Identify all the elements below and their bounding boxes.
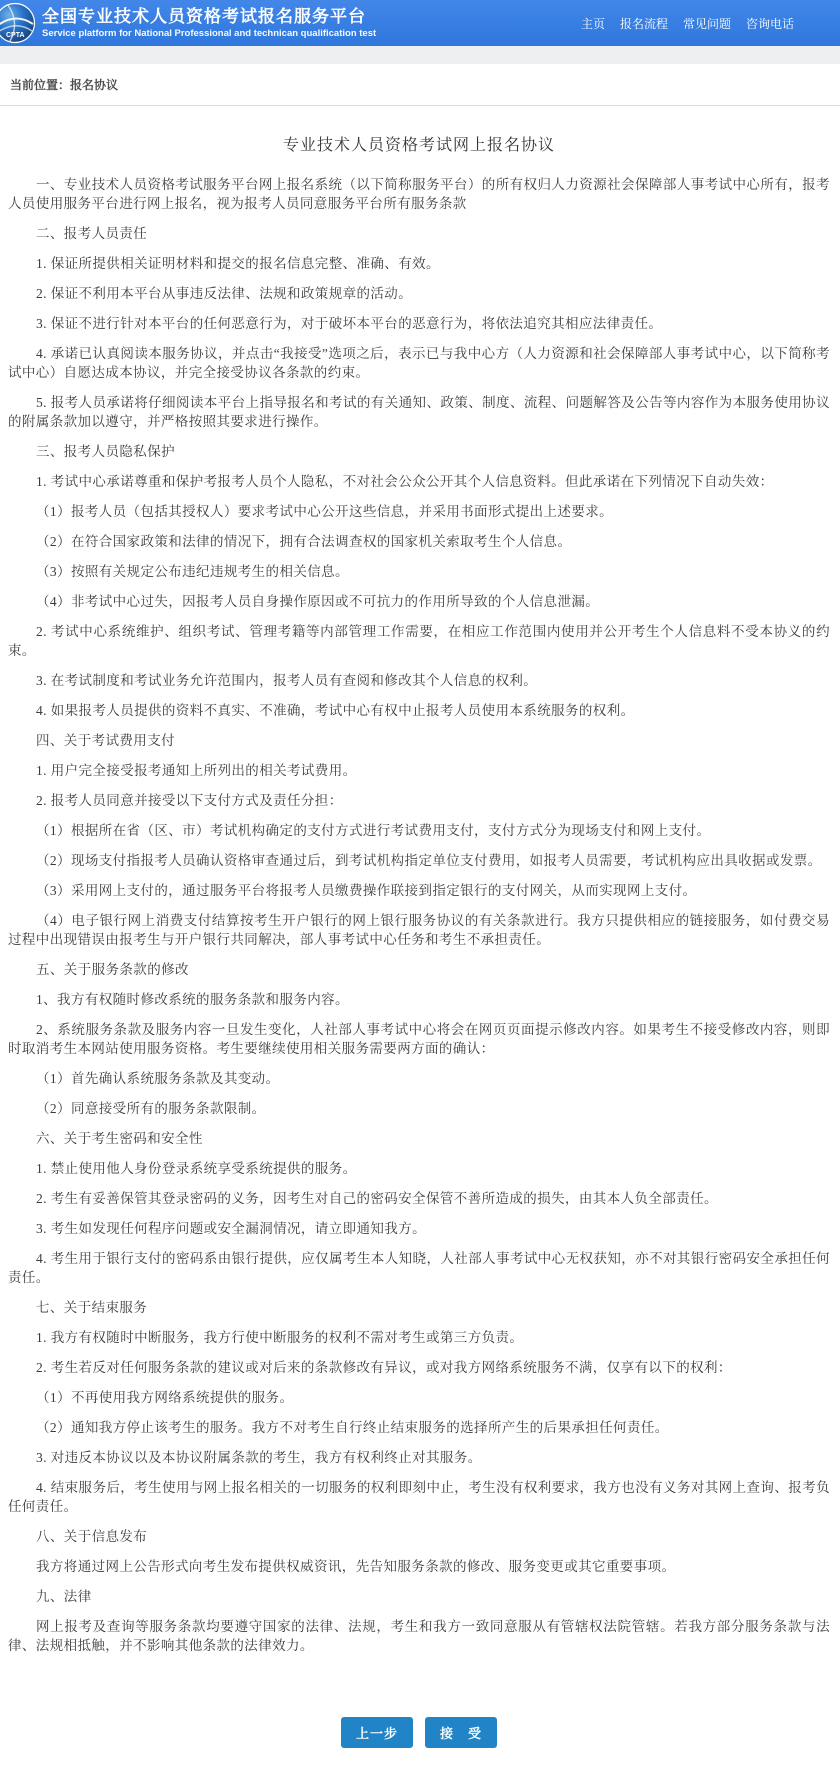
agreement-paragraph: 2. 考生若反对任何服务条款的建议或对后来的条款修改有异议，或对我方网络系统服务不满，仅享有以下的权利： [36, 1360, 732, 1375]
previous-step-button[interactable]: 上一步 [341, 1717, 413, 1748]
agreement-paragraph: 网上报考及查询等服务条款均要遵守国家的法律、法规，考生和我方一致同意服从有管辖权法院管辖。若我方部分服务条款与法律、法规相抵触，并不影响其他条款的法律效力。 [8, 1619, 830, 1653]
svg-text:CPTA: CPTA [6, 32, 25, 39]
agreement-paragraph: 3. 在考试制度和考试业务允许范围内，报考人员有查阅和修改其个人信息的权利。 [36, 673, 538, 688]
accept-button[interactable]: 接 受 [425, 1717, 497, 1748]
agreement-paragraph: 2、系统服务条款及服务内容一旦发生变化，人社部人事考试中心将会在网页页面提示修改内容。如果考生不接受修改内容，则即时取消考生本网站使用服务资格。考生要继续使用相关服务需要两方面的确认： [8, 1022, 830, 1056]
agreement-paragraph: （2）在符合国家政策和法律的情况下，拥有合法调查权的国家机关索取考生个人信息。 [36, 534, 572, 549]
agreement-paragraph: 七、关于结束服务 [36, 1300, 148, 1315]
agreement-paragraph: 二、报考人员责任 [36, 226, 148, 241]
agreement-paragraph: 3. 考生如发现任何程序问题或安全漏洞情况，请立即通知我方。 [36, 1221, 426, 1236]
agreement-paragraph: （1）根据所在省（区、市）考试机构确定的支付方式进行考试费用支付，支付方式分为现场支付和网上支付。 [36, 823, 711, 838]
agreement-paragraph: 1. 我方有权随时中断服务，我方行使中断服务的权利不需对考生或第三方负责。 [36, 1330, 524, 1345]
button-row [8, 1717, 830, 1768]
agreement-paragraph: 3. 对违反本协议以及本协议附属条款的考生，我方有权利终止对其服务。 [36, 1450, 482, 1465]
agreement-paragraph: 我方将通过网上公告形式向考生发布提供权威资讯，先告知服务条款的修改、服务变更或其它重要事项。 [36, 1559, 676, 1574]
platform-title: 全国专业技术人员资格考试报名服务平台 [42, 6, 366, 26]
agreement-paragraph: 六、关于考生密码和安全性 [36, 1131, 203, 1146]
agreement-paragraph: 4. 结束服务后，考生使用与网上报名相关的一切服务的权利即刻中止，考生没有权利要求，我方也没有义务对其网上查询、报考负任何责任。 [8, 1480, 830, 1514]
agreement-paragraph: 一、专业技术人员资格考试服务平台网上报名系统（以下简称服务平台）的所有权归人力资源社会保障部人事考试中心所有，报考人员使用服务平台进行网上报名，视为报考人员同意服务平台所有服务条款 [8, 177, 830, 211]
agreement-paragraph: （3）采用网上支付的，通过服务平台将报考人员缴费操作联接到指定银行的支付网关，从而实现网上支付。 [36, 883, 697, 898]
header-nav [581, 15, 840, 32]
agreement-paragraph: 2. 考试中心系统维护、组织考试、管理考籍等内部管理工作需要，在相应工作范围内使用并公开考生个人信息料不受本协义的约束。 [8, 624, 830, 658]
agreement-paragraph: 九、法律 [36, 1589, 92, 1604]
agreement-paragraph: 1、我方有权随时修改系统的服务条款和服务内容。 [36, 992, 349, 1007]
agreement-paragraph: （3）按照有关规定公布违纪违规考生的相关信息。 [36, 564, 349, 579]
nav-link[interactable]: 咨询电话 [745, 16, 794, 31]
agreement-paragraph: （4）非考试中心过失，因报考人员自身操作原因或不可抗力的作用所导致的个人信息泄漏。 [36, 594, 600, 609]
agreement-paragraph: 4. 考生用于银行支付的密码系由银行提供，应仅属考生本人知晓，人社部人事考试中心无权获知，亦不对其银行密码安全承担任何责任。 [8, 1251, 830, 1285]
agreement-paragraph: （2）通知我方停止该考生的服务。我方不对考生自行终止结束服务的选择所产生的后果承担任何责任。 [36, 1420, 669, 1435]
agreement-paragraph: （2）同意接受所有的服务条款限制。 [36, 1101, 266, 1116]
agreement-paragraph: 2. 保证不利用本平台从事违反法律、法规和政策规章的活动。 [36, 286, 413, 301]
agreement-paragraph: 2. 考生有妥善保管其登录密码的义务，因考生对自己的密码安全保管不善所造成的损失，由其本人负全部责任。 [36, 1191, 718, 1206]
agreement-paragraph: 四、关于考试费用支付 [36, 733, 175, 748]
agreement-paragraph: 1. 保证所提供相关证明材料和提交的报名信息完整、准确、有效。 [36, 256, 440, 271]
nav-link[interactable]: 主页 [580, 16, 605, 31]
agreement-paragraph: 五、关于服务条款的修改 [36, 962, 189, 977]
platform-logo-icon [0, 2, 36, 44]
agreement-paragraph: 八、关于信息发布 [36, 1529, 148, 1544]
header [0, 0, 840, 46]
header-divider-strip [0, 46, 840, 64]
nav-link[interactable]: 报名流程 [619, 16, 668, 31]
breadcrumb: 当前位置：报名协议 [10, 78, 119, 92]
platform-subtitle: Service platform for National Professional and technican qualification test [42, 27, 377, 39]
agreement-title: 专业技术人员资格考试网上报名协议 [282, 137, 555, 154]
agreement-paragraph: （1）报考人员（包括其授权人）要求考试中心公开这些信息，并采用书面形式提出上述要求。 [36, 504, 614, 519]
agreement-paragraph: （2）现场支付指报考人员确认资格审查通过后，到考试机构指定单位支付费用，如报考人员需要，考试机构应出具收据或发票。 [36, 853, 822, 868]
agreement-paragraph: 3. 保证不进行针对本平台的任何恶意行为，对于破坏本平台的恶意行为，将依法追究其相应法律责任。 [36, 316, 663, 331]
agreement-paragraphs [8, 175, 830, 1655]
agreement-paragraph: 4. 承诺已认真阅读本服务协议，并点击“我接受”选项之后，表示已与我中心方（人力资源和社会保障部人事考试中心，以下简称考试中心）自愿达成本协议，并完全接受协议各条款的约束。 [8, 346, 830, 380]
agreement-paragraph: 1. 考试中心承诺尊重和保护考报考人员个人隐私，不对社会公众公开其个人信息资料。但此承诺在下列情况下自动失效： [36, 474, 774, 489]
agreement-paragraph: （1）首先确认系统服务条款及其变动。 [36, 1071, 280, 1086]
nav-link[interactable]: 常见问题 [682, 16, 731, 31]
header-titles [42, 7, 376, 40]
agreement-content [0, 106, 840, 1768]
agreement-paragraph: （1）不再使用我方网络系统提供的服务。 [36, 1390, 294, 1405]
agreement-paragraph: （4）电子银行网上消费支付结算按考生开户银行的网上银行服务协议的有关条款进行。我方只提供相应的链接服务，如付费交易过程中出现错误由报考生与开户银行共同解决，部人事考试中心任务和考生不承担责任。 [8, 913, 830, 947]
agreement-paragraph: 三、报考人员隐私保护 [36, 444, 175, 459]
agreement-paragraph: 1. 用户完全接受报考通知上所列出的相关考试费用。 [36, 763, 357, 778]
agreement-paragraph: 1. 禁止使用他人身份登录系统享受系统提供的服务。 [36, 1161, 357, 1176]
agreement-paragraph: 5. 报考人员承诺将仔细阅读本平台上指导报名和考试的有关通知、政策、制度、流程、问题解答及公告等内容作为本服务使用协议的附属条款加以遵守，并严格按照其要求进行操作。 [8, 395, 830, 429]
agreement-paragraph: 2. 报考人员同意并接受以下支付方式及责任分担： [36, 793, 343, 808]
breadcrumb-bar [0, 64, 840, 106]
agreement-paragraph: 4. 如果报考人员提供的资料不真实、不准确，考试中心有权中止报考人员使用本系统服务的权利。 [36, 703, 635, 718]
